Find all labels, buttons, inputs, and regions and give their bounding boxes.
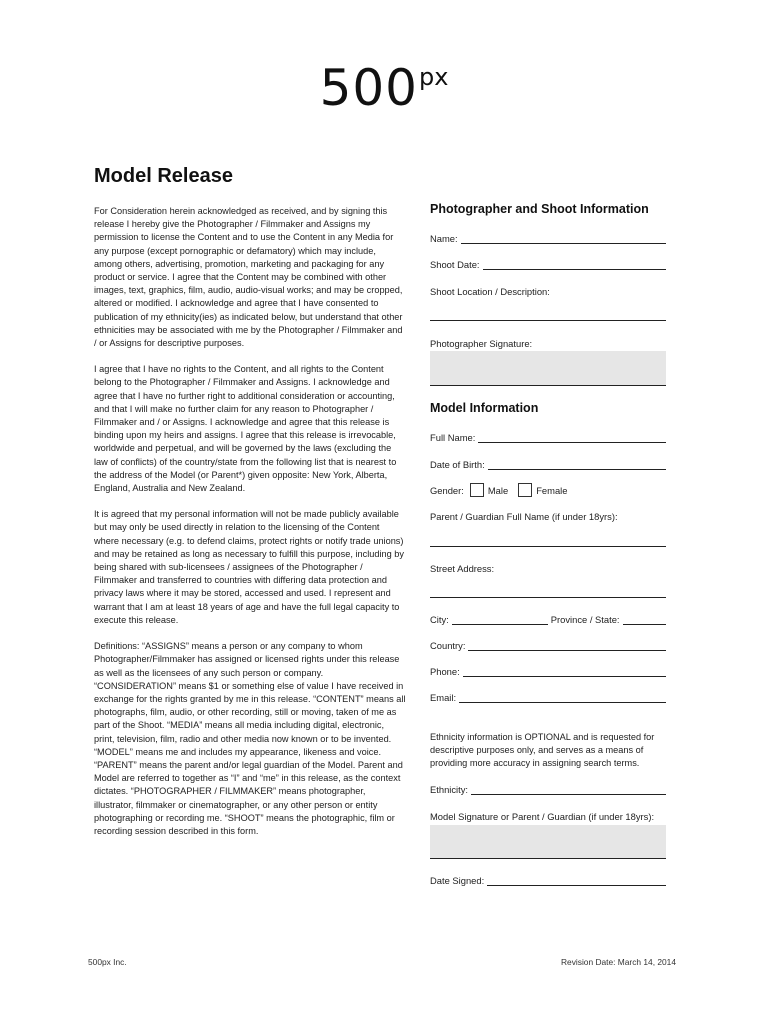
male-checkbox[interactable] bbox=[470, 483, 484, 497]
photographer-section-heading: Photographer and Shoot Information bbox=[430, 202, 649, 216]
province-label: Province / State: bbox=[550, 614, 620, 625]
ethnicity-field[interactable] bbox=[430, 781, 666, 795]
privacy-paragraph: It is agreed that my personal information will not be made publicly available but may only be used directly in relation to the licensing of the Content where necessary (e.g. to defend claims, protect rights or notify trade unions) and may be retained as long as necessary to fulfill this purpose, including by being shared with sub-licensees / assignees of the Photographer / Filmmaker and transferred to countries with differing data protection and privacy laws where it may be stored, accessed and used. I represent and warrant that I am at least 18 years of age and have the full legal capacity to execute this release. bbox=[94, 509, 405, 625]
dob-line[interactable] bbox=[488, 459, 666, 470]
500px-logo: $500^{px}$ bbox=[319, 59, 449, 117]
photographer-signature-label: Photographer Signature: bbox=[430, 338, 533, 349]
female-label: Female bbox=[536, 484, 568, 496]
shoot-date-label: Shoot Date: bbox=[430, 259, 480, 270]
guardian-name-line[interactable] bbox=[430, 546, 666, 547]
full-name-field[interactable] bbox=[430, 429, 666, 443]
shoot-location-label: Shoot Location / Description: bbox=[430, 286, 550, 297]
release-terms bbox=[94, 205, 406, 851]
rights-paragraph: I agree that I have no rights to the Content, and all rights to the Content belong to the Photographer / Filmmaker and Assigns. I acknowledge and agree that I have no further right to additional consideration or accounting, and that I will make no further claim for any reason to Photographer / Filmmaker and / or Assigns. I acknowledge and agree that this release is binding upon my heirs and assigns. I agree that this release is irrevocable, worldwide and perpetual, and will be governed by the laws (excluding the law of conflicts) of the country/state from the following list that is nearest to the address of the Model (or Parent*) given opposite: New York, Alberta, England, Australia and New Zealand. bbox=[94, 364, 397, 494]
street-address-label: Street Address: bbox=[430, 563, 495, 574]
date-signed-label: Date Signed: bbox=[430, 875, 485, 886]
guardian-name-label: Parent / Guardian Full Name (if under 18yrs): bbox=[430, 511, 618, 522]
city-label: City: bbox=[430, 614, 449, 625]
ethnicity-line[interactable] bbox=[471, 784, 666, 795]
consideration-paragraph: For Consideration herein acknowledged as received, and by signing this release I hereby give the Photographer / Filmmaker and Assigns my permission to license the Content and to use the Content in any Media for any purpose (except pornographic or defamatory) which may include, among others, advertising, promotion, marketing and packaging for any product or service. I agree that the Content may be combined with other images, text, graphics, film, audio, audio-visual works; and may be cropped, altered or modified. I acknowledge and agree that I have consented to publication of my ethnicity(ies) as indicated below, but understand that other ethnicities may be associated with me by the Photographer / Filmmaker and / or Assigns for descriptive purposes. bbox=[94, 206, 403, 349]
dob-label: Date of Birth: bbox=[430, 459, 485, 470]
photographer-name-label: Name: bbox=[430, 233, 458, 244]
ethnicity-note: Ethnicity information is OPTIONAL and is requested for descriptive purposes only, and serves as a means of providing more accuracy in assigning search terms. bbox=[430, 732, 655, 769]
full-name-label: Full Name: bbox=[430, 432, 476, 443]
model-section-heading: Model Information bbox=[430, 401, 539, 415]
email-label: Email: bbox=[430, 692, 457, 703]
email-line[interactable] bbox=[459, 692, 666, 703]
dob-field[interactable] bbox=[430, 456, 666, 470]
ethnicity-label: Ethnicity: bbox=[430, 784, 469, 795]
female-checkbox[interactable] bbox=[518, 483, 532, 497]
date-signed-field[interactable] bbox=[430, 872, 666, 886]
date-signed-line[interactable] bbox=[487, 875, 666, 886]
email-field[interactable] bbox=[430, 689, 666, 703]
city-line[interactable] bbox=[452, 614, 548, 625]
country-field[interactable] bbox=[430, 637, 666, 651]
page-title: Model Release bbox=[94, 165, 233, 187]
province-line[interactable] bbox=[623, 614, 666, 625]
model-signature-box[interactable] bbox=[430, 825, 666, 859]
country-label: Country: bbox=[430, 640, 466, 651]
gender-row bbox=[430, 483, 577, 497]
country-line[interactable] bbox=[468, 640, 666, 651]
phone-field[interactable] bbox=[430, 663, 666, 677]
full-name-line[interactable] bbox=[478, 432, 666, 443]
city-province-row bbox=[430, 611, 666, 625]
shoot-location-line[interactable] bbox=[430, 320, 666, 321]
gender-label: Gender: bbox=[430, 484, 464, 496]
shoot-date-line[interactable] bbox=[483, 259, 666, 270]
phone-line[interactable] bbox=[463, 666, 666, 677]
male-label: Male bbox=[487, 484, 509, 496]
street-address-line[interactable] bbox=[430, 597, 666, 598]
photographer-name-field[interactable] bbox=[430, 230, 666, 244]
phone-label: Phone: bbox=[430, 666, 460, 677]
photographer-signature-box[interactable] bbox=[430, 351, 666, 386]
shoot-date-field[interactable] bbox=[430, 256, 666, 270]
footer-revision-date: Revision Date: March 14, 2014 bbox=[561, 957, 676, 967]
photographer-name-line[interactable] bbox=[461, 233, 666, 244]
footer-company: 500px Inc. bbox=[88, 957, 127, 967]
definitions-paragraph: Definitions: “ASSIGNS” means a person or any company to whom Photographer/Filmmaker has assigned or licensed rights under this release as well as the licensees of any such person or company. “CONSIDERATION” means $1 or something else of value I have received in exchange for the rights granted by me in this release. “CONTENT” means all photographs, film, audio, or other recording, still or moving, taken of me as part of the Shoot. “MEDIA” means all media including digital, electronic, print, television, film, radio and other media now known or to be invented. “MODEL” means me and includes my appearance, likeness and voice. “PARENT” means the parent and/or legal guardian of the Model. Parent and Model are referred to together as “I” and “me” in this release, as the context dictates. “PHOTOGRAPHER / FILMMAKER” means photographer, illustrator, filmmaker or cinematographer, or any other person or entity photographing or recording me. “SHOOT” means the photographic, film or recording session described in this form. bbox=[94, 641, 406, 836]
model-signature-label: Model Signature or Parent / Guardian (if under 18yrs): bbox=[430, 811, 655, 822]
